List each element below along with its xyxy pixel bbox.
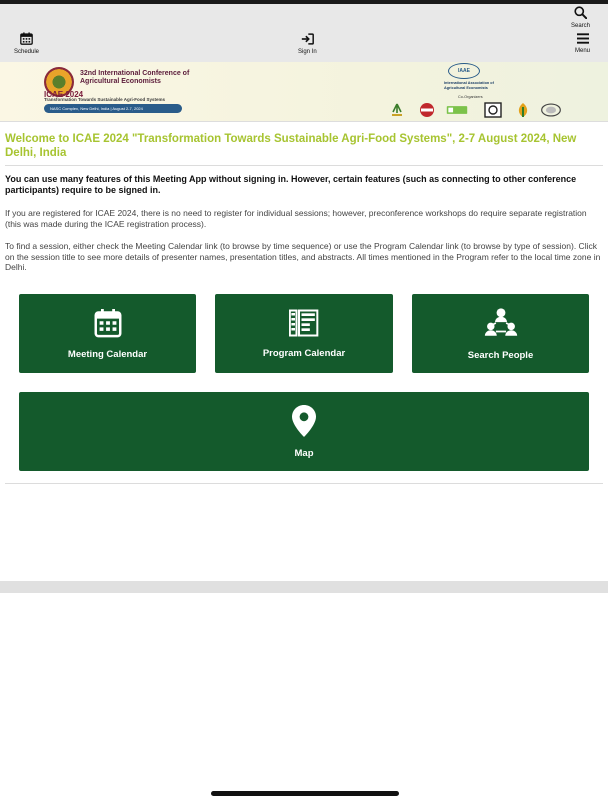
sign-in-button[interactable]	[298, 33, 317, 55]
co-organizer-logo-6	[540, 102, 562, 118]
program-calendar-label: Program Calendar	[262, 347, 346, 359]
conference-banner	[0, 62, 608, 122]
divider	[5, 483, 603, 484]
co-organizer-logo-1	[386, 102, 408, 118]
session-help-paragraph: To find a session, either check the Meeting Calendar link (to browse by time sequence) or use the Program Calendar link (to browse by type of session). Click on the session title to see more details of presenter names, presentation titles, and abstracts. All times mentioned in the Program refer to the local time zone in Delhi.	[5, 241, 601, 272]
banner-conference-title: 32nd International Conference of Agricultural Economists	[80, 70, 190, 85]
people-network-icon	[484, 307, 518, 344]
co-organizer-logo-4	[482, 102, 504, 118]
search-people-tile[interactable]	[412, 294, 589, 373]
iaae-logo: IAAE	[448, 63, 480, 79]
co-organizer-logo-5	[512, 102, 534, 118]
search-label: Search	[571, 23, 591, 29]
program-calendar-tile[interactable]	[215, 294, 393, 373]
banner-theme-line: Transformation Towards Sustainable Agri-Food Systems	[44, 97, 166, 102]
intro-bold-text: You can use many features of this Meeting App without signing in. However, certain features (such as connecting to other conference participants) require to be signed in.	[5, 174, 577, 195]
banner-event-short: ICAE 2024	[44, 90, 84, 99]
map-label: Map	[294, 447, 314, 459]
menu-label: Menu	[575, 48, 591, 54]
meeting-calendar-tile[interactable]	[19, 294, 196, 373]
calendar-icon	[94, 308, 122, 343]
home-indicator[interactable]	[211, 791, 399, 796]
search-icon	[574, 6, 587, 21]
sign-in-label: Sign In	[298, 49, 317, 55]
map-marker-icon	[292, 405, 316, 442]
footer-bar	[0, 581, 608, 593]
search-button[interactable]	[571, 6, 590, 29]
sign-in-icon	[301, 33, 314, 47]
schedule-button[interactable]	[14, 32, 39, 55]
banner-venue-pill: NASC Complex, New Delhi, India | August 2-7, 2024	[44, 104, 182, 113]
co-organizers-label: Co-Organizers	[458, 95, 483, 99]
hamburger-menu-icon	[577, 33, 589, 46]
registration-paragraph: If you are registered for ICAE 2024, there is no need to register for individual sessions; however, preconference workshops do require separate registration (this was made during the ICAE registration process).	[5, 208, 587, 229]
co-organizer-logo-3	[446, 102, 468, 118]
menu-button[interactable]	[575, 33, 590, 54]
welcome-title: Welcome to ICAE 2024 "Transformation Towards Sustainable Agri-Food Systems", 2-7 August 2024, New Delhi, India	[5, 133, 577, 159]
map-tile[interactable]	[19, 392, 589, 471]
search-people-label: Search People	[467, 349, 534, 361]
meeting-calendar-label: Meeting Calendar	[67, 348, 148, 360]
divider	[5, 165, 603, 166]
program-list-icon	[289, 309, 319, 342]
co-organizer-logo-2	[416, 102, 438, 118]
schedule-label: Schedule	[14, 49, 40, 55]
iaae-name: International Association of Agricultural Economists	[444, 81, 494, 90]
top-navigation-bar	[0, 0, 608, 62]
calendar-icon	[20, 32, 33, 47]
